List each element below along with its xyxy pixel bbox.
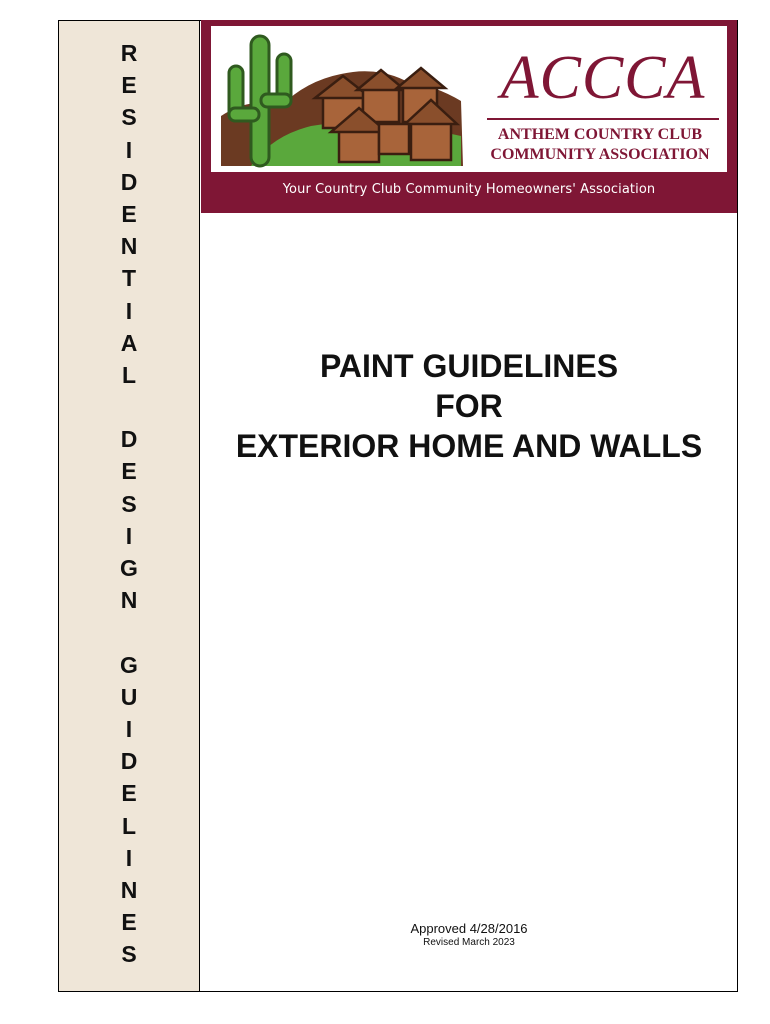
sidebar-letter: I <box>125 844 133 871</box>
sidebar-letter: T <box>121 265 137 292</box>
sidebar-letter: N <box>120 876 138 903</box>
sidebar-letter: R <box>120 40 138 66</box>
sidebar-letter: D <box>120 426 138 453</box>
sidebar-letter: U <box>120 683 138 710</box>
sidebar-letter: I <box>125 522 133 549</box>
sidebar-letter: I <box>125 136 133 163</box>
sidebar-letter: I <box>125 297 133 324</box>
sidebar-letter: G <box>120 651 138 678</box>
tagline: Your Country Club Community Homeowners' Association <box>282 182 656 197</box>
title-line-2: FOR <box>435 388 503 424</box>
sidebar-letter: E <box>121 458 137 485</box>
sidebar-letter: L <box>121 812 137 839</box>
title-line-3: EXTERIOR HOME AND WALLS <box>235 428 703 464</box>
sidebar-letter: A <box>120 329 138 356</box>
logo-line-1: ANTHEM COUNTRY CLUB <box>497 126 703 143</box>
sidebar-word-gap <box>59 391 199 423</box>
sidebar-letter: S <box>121 104 137 131</box>
sidebar-letter: S <box>121 941 137 968</box>
sidebar-letter: E <box>121 200 137 227</box>
logo-wordmark: ACCCA <box>500 44 706 112</box>
document-title <box>200 346 738 466</box>
revised-date: Revised March 2023 <box>423 937 515 948</box>
logo-line-2: COMMUNITY ASSOCIATION <box>490 146 710 163</box>
approved-date: Approved 4/28/2016 <box>410 921 528 936</box>
title-line-1: PAINT GUIDELINES <box>319 348 619 384</box>
logo <box>211 26 727 172</box>
sidebar-word-gap <box>59 616 199 648</box>
sidebar-letter: N <box>120 587 138 614</box>
sidebar-letter: E <box>121 780 137 807</box>
sidebar-letter: D <box>120 748 138 775</box>
sidebar-letter: I <box>125 715 133 742</box>
sidebar-letter: S <box>121 490 137 517</box>
sidebar-letter: G <box>120 555 138 581</box>
sidebar-letter: L <box>121 361 137 388</box>
sidebar-letter: E <box>121 72 137 99</box>
sidebar-letter: E <box>121 909 137 936</box>
sidebar-letters <box>59 37 199 970</box>
logo-illustration <box>211 26 473 172</box>
header-banner <box>201 20 737 213</box>
sidebar-letter: N <box>120 233 138 260</box>
sidebar-letter: D <box>120 168 138 195</box>
logo-divider <box>487 118 719 120</box>
sidebar-vertical-title <box>58 20 200 992</box>
